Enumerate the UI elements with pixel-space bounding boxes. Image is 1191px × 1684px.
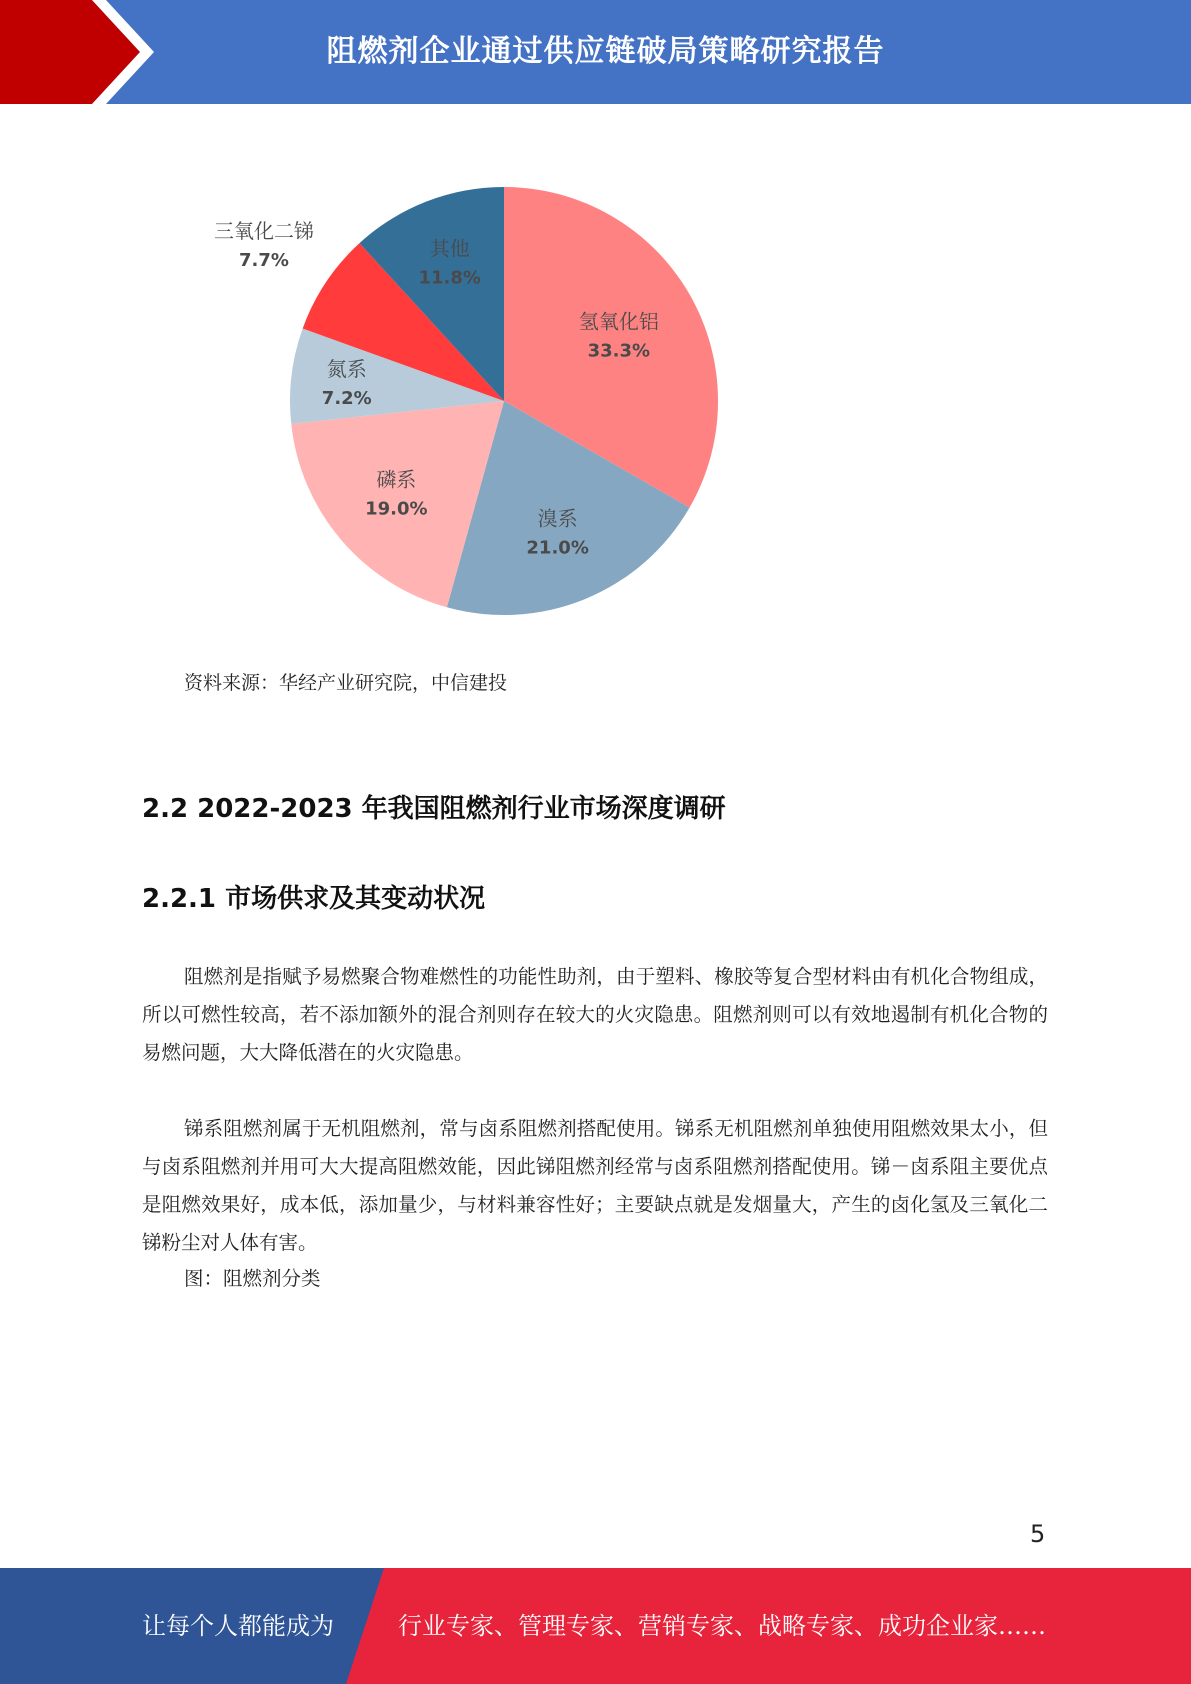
slice-name-label: 三氧化二锑	[214, 219, 314, 243]
slice-name-label: 磷系	[376, 467, 417, 492]
slice-percent-label: 7.7%	[239, 250, 289, 271]
slice-name-label: 溴系	[537, 506, 578, 531]
report-title: 阻燃剂企业通过供应链破局策略研究报告	[326, 34, 885, 69]
footer-roles: 行业专家、管理专家、营销专家、战略专家、成功企业家……	[398, 1612, 1046, 1640]
body-paragraph: 阻燃剂是指赋予易燃聚合物难燃性的功能性助剂，由于塑料、橡胶等复合型材料由有机化合物组成，所以可燃性较高，若不添加额外的混合剂则存在较大的火灾隐患。阻燃剂则可以有效地遏制有机化合物的易燃问题，大大降低潜在的火灾隐患。	[142, 965, 1048, 1064]
footer-slogan: 让每个人都能成为	[142, 1612, 334, 1640]
slice-percent-label: 33.3%	[587, 340, 651, 362]
slice-percent-label: 19.0%	[365, 498, 428, 520]
subsection-heading: 2.2.1 市场供求及其变动状况	[142, 884, 486, 914]
slice-name-label: 其他	[429, 236, 470, 261]
slice-percent-label: 21.0%	[526, 537, 589, 559]
slice-percent-label: 11.8%	[418, 267, 481, 289]
slice-percent-label: 7.2%	[321, 388, 372, 410]
body-paragraph: 锑系阻燃剂属于无机阻燃剂，常与卤系阻燃剂搭配使用。锑系无机阻燃剂单独使用阻燃效果太小，但与卤系阻燃剂并用可大大提高阻燃效能，因此锑阻燃剂经常与卤系阻燃剂搭配使用。锑－卤系阻主要优点是阻燃效果好，成本低，添加量少，与材料兼容性好；主要缺点就是发烟量大，产生的卤化氢及三氧化二锑粉尘对人体有害。	[142, 1117, 1048, 1254]
footer-banner	[0, 1568, 1191, 1684]
chart-source: 资料来源：华经产业研究院，中信建投	[184, 672, 508, 694]
slice-name-label: 氢氧化铝	[578, 309, 659, 334]
figure-caption: 图：阻燃剂分类	[184, 1267, 321, 1290]
page-number: 5	[1030, 1520, 1046, 1548]
section-heading: 2.2 2022-2023 年我国阻燃剂行业市场深度调研	[142, 794, 726, 824]
slice-name-label: 氮系	[326, 357, 367, 382]
pie-chart	[0, 0, 1191, 640]
